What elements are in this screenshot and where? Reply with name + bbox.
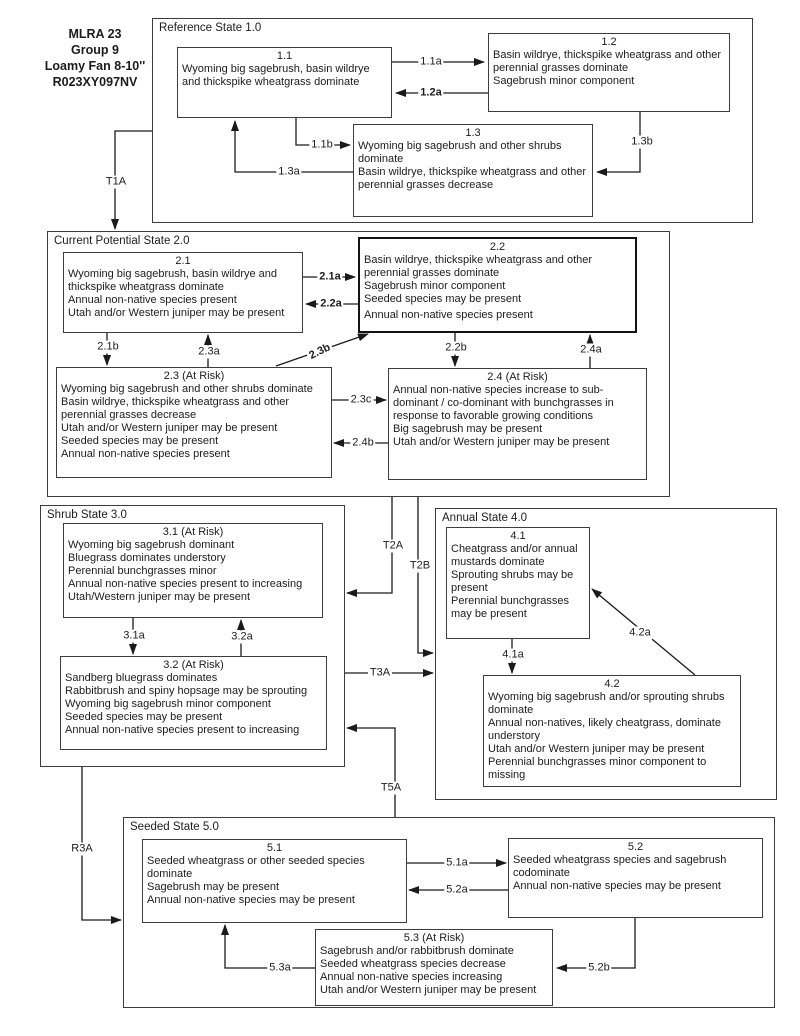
transition-label-r3a: R3A — [71, 842, 93, 855]
transition-label-5-3a: 5.3a — [269, 961, 291, 974]
arrow-t5a — [347, 728, 395, 817]
transition-label-t3a: T3A — [369, 666, 391, 679]
box-title: 2.2 — [489, 241, 506, 253]
transition-label-1-3b: 1.3b — [631, 135, 653, 148]
box-line: Annual non-native species increasing — [320, 971, 503, 983]
transition-label-2-1b: 2.1b — [97, 340, 119, 353]
box-line: Annual non-native species present — [364, 309, 533, 321]
box-title: 3.1 (At Risk) — [162, 526, 224, 538]
transition-label-2-3b: 2.3b — [305, 340, 334, 363]
box-line: Annual non-native species present — [68, 294, 237, 306]
box-line: Annual non-native species present — [61, 448, 230, 460]
box-line: Seeded species may be present — [364, 293, 522, 305]
box-line: Annual non-native species may be present — [147, 894, 355, 906]
state-title: Reference State 1.0 — [159, 22, 262, 34]
box-title: 2.4 (At Risk) — [487, 371, 548, 383]
transition-label-3-2a: 3.2a — [231, 630, 253, 643]
box-line: Wyoming big sagebrush and other shrubs dominate — [358, 140, 562, 165]
box-line: Wyoming big sagebrush dominant — [68, 539, 235, 551]
box-line: Annual non-native species present to increasing — [65, 724, 300, 736]
transition-label-t2b: T2B — [409, 559, 431, 572]
community-box-1-1 — [177, 47, 392, 118]
box-title: 1.2 — [601, 36, 617, 48]
transition-label-2-4b: 2.4b — [352, 436, 374, 449]
transition-label-5-2a: 5.2a — [446, 883, 468, 896]
box-line: Utah and/or Western juniper may be present — [488, 743, 705, 755]
state-title: Annual State 4.0 — [442, 512, 528, 524]
community-box-2-4 — [388, 368, 647, 480]
state-title: Seeded State 5.0 — [130, 821, 219, 833]
box-title: 5.1 — [266, 842, 283, 854]
box-line: Perennial bunchgrasses minor — [68, 565, 217, 577]
box-line: Sandberg bluegrass dominates — [65, 672, 218, 684]
box-line: Seeded species may be present — [65, 711, 223, 723]
box-line: Cheatgrass and/or annual mustards dominate — [451, 543, 578, 568]
transition-label-2-3a: 2.3a — [198, 345, 220, 358]
box-line: Annual non-native species increase to sub-dominant / co-dominant with bunchgrasses in response to favorable growing conditions — [393, 384, 614, 422]
community-box-3-1 — [63, 523, 323, 618]
box-title: 2.3 (At Risk) — [163, 370, 225, 382]
transition-label-2-2a: 2.2a — [320, 297, 342, 310]
transition-label-5-1a: 5.1a — [446, 856, 468, 869]
arrow-1-3a — [235, 121, 353, 172]
box-line: Wyoming big sagebrush and other shrubs dominate — [61, 383, 313, 395]
transition-label-3-1a: 3.1a — [123, 629, 145, 642]
transition-label-2-1a: 2.1a — [319, 270, 341, 283]
community-box-2-1 — [63, 252, 303, 333]
transition-label-t1a: T1A — [105, 175, 127, 188]
transition-label-1-3a: 1.3a — [278, 165, 300, 178]
box-line: Perennial bunchgrasses may be present — [451, 595, 570, 620]
community-box-3-2 — [60, 656, 327, 750]
box-line: Sagebrush and/or rabbitbrush dominate — [320, 945, 514, 957]
header-line: R023XY097NV — [52, 75, 138, 89]
state-title: Shrub State 3.0 — [47, 509, 127, 521]
transition-label-4-2a: 4.2a — [629, 626, 651, 639]
box-line: Utah/Western juniper may be present — [68, 591, 250, 603]
box-line: Sagebrush may be present — [147, 881, 280, 893]
community-box-5-2 — [508, 838, 763, 918]
box-title: 3.2 (At Risk) — [163, 659, 224, 671]
box-line: Basin wildrye, thickspike wheatgrass and other perennial grasses dominate — [493, 49, 722, 74]
community-box-4-1 — [446, 527, 590, 639]
box-line: Utah and/or Western juniper may be present — [68, 307, 285, 319]
box-line: Seeded wheatgrass species decrease — [320, 958, 506, 970]
box-line: Basin wildrye, thickspike wheatgrass and other perennial grasses dominate — [364, 254, 593, 279]
box-line: Wyoming big sagebrush minor component — [65, 698, 271, 710]
box-line: Seeded wheatgrass or other seeded species dominate — [147, 855, 365, 880]
box-title: 1.3 — [465, 127, 481, 139]
arrow-t2b — [418, 497, 433, 653]
box-title: 5.3 (At Risk) — [403, 932, 465, 944]
box-line: Basin wildrye, thickspike wheatgrass and other perennial grasses decrease — [358, 166, 587, 191]
box-line: Utah and/or Western juniper may be present — [393, 436, 610, 448]
transition-label-5-2b: 5.2b — [588, 961, 610, 974]
community-box-5-1 — [142, 839, 407, 923]
box-line: Basin wildrye, thickspike wheatgrass and other perennial grasses decrease — [61, 396, 290, 421]
box-line: Annual non-native species present to increasing — [68, 578, 303, 590]
box-line: Utah and/or Western juniper may be present — [320, 984, 537, 996]
transition-label-t5a: T5A — [380, 781, 402, 794]
box-line: Rabbitbrush and spiny hopsage may be sprouting — [65, 685, 308, 697]
transition-label-1-2a: 1.2a — [420, 86, 442, 99]
box-line: Annual non-native species may be present — [513, 880, 721, 892]
box-line: Seeded wheatgrass species and sagebrush codominate — [513, 854, 727, 879]
box-line: Annual non-natives, likely cheatgrass, dominate understory — [488, 717, 721, 742]
box-title: 2.1 — [175, 255, 191, 267]
transition-label-t2a: T2A — [382, 539, 404, 552]
state-title: Current Potential State 2.0 — [54, 235, 190, 247]
box-line: Sagebrush minor component — [493, 75, 635, 87]
box-line: Wyoming big sagebrush, basin wildrye and thickspike wheatgrass dominate — [68, 268, 278, 293]
box-title: 5.2 — [627, 841, 644, 853]
community-box-1-2 — [488, 33, 730, 112]
box-line: Perennial bunchgrasses minor component to missing — [488, 756, 707, 781]
arrow-5-2b — [557, 918, 635, 968]
transition-label-1-1a: 1.1a — [420, 55, 442, 68]
box-title: 4.2 — [604, 678, 620, 690]
transition-label-2-2b: 2.2b — [445, 341, 467, 354]
box-line: Bluegrass dominates understory — [68, 552, 226, 564]
community-box-4-2 — [483, 675, 741, 787]
community-box-2-2 — [358, 237, 637, 333]
box-line: Utah and/or Western juniper may be present — [61, 422, 278, 434]
box-line: Wyoming big sagebrush, basin wildrye and thickspike wheatgrass dominate — [182, 63, 370, 88]
box-title: 1.1 — [276, 50, 293, 62]
box-line: Sprouting shrubs may be present — [451, 569, 574, 594]
box-line: Sagebrush minor component — [364, 280, 506, 292]
community-box-2-3 — [56, 367, 332, 478]
box-line: Wyoming big sagebrush and/or sprouting shrubs dominate — [488, 691, 725, 716]
box-line: Seeded species may be present — [61, 435, 219, 447]
transition-label-4-1a: 4.1a — [502, 648, 524, 661]
header-line: Loamy Fan 8-10'' — [44, 59, 146, 73]
header-line: MLRA 23 — [68, 27, 122, 41]
community-box-5-3 — [315, 929, 553, 1006]
community-box-1-3 — [353, 124, 593, 217]
transition-label-2-3c: 2.3c — [350, 393, 372, 406]
header-line: Group 9 — [71, 43, 119, 57]
box-line: Big sagebrush may be present — [393, 423, 543, 435]
box-title: 4.1 — [510, 530, 526, 542]
transition-label-2-4a: 2.4a — [580, 343, 602, 356]
transition-label-1-1b: 1.1b — [311, 138, 333, 151]
